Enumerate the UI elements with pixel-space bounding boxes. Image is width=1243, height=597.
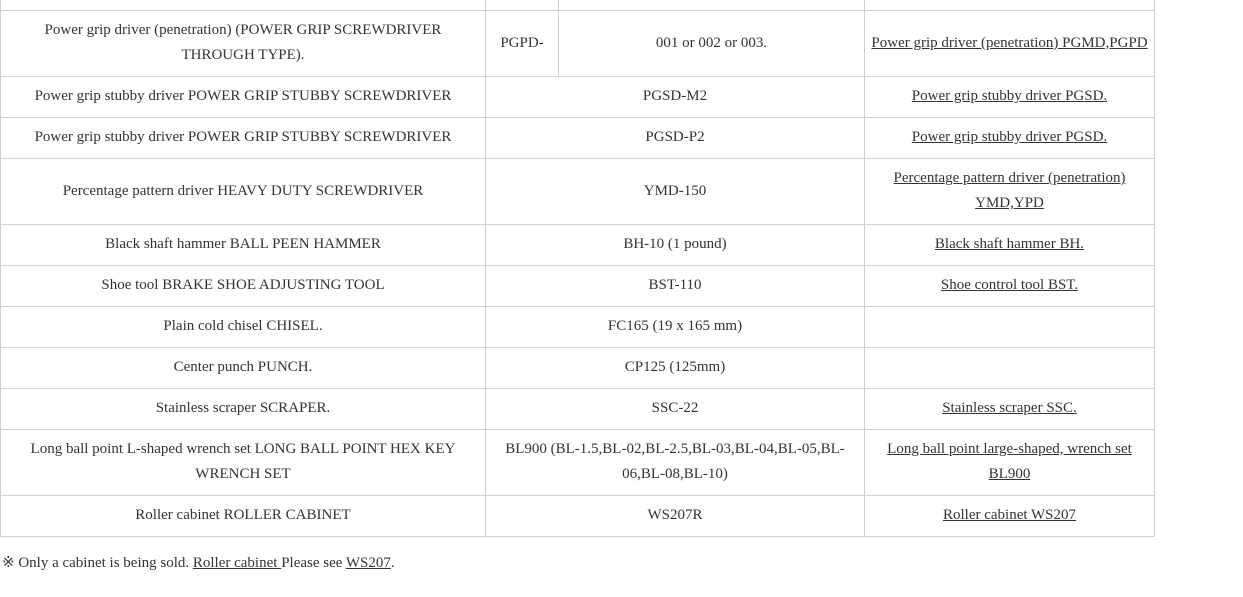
table-row (1, 76, 1155, 117)
table-cell (1, 0, 486, 10)
product-code: PGSD-P2 (486, 117, 865, 158)
product-name: Center punch PUNCH. (1, 347, 486, 388)
product-code-prefix: PGPD- (486, 10, 559, 76)
footnote-suffix: . (390, 555, 395, 571)
table-row (1, 117, 1155, 158)
product-link[interactable]: Power grip stubby driver PGSD. (911, 129, 1108, 145)
product-name: Long ball point L-shaped wrench set LONG BALL POINT HEX KEY WRENCH SET (1, 429, 486, 495)
product-link[interactable]: Long ball point large-shaped, wrench set BL900 (887, 441, 1132, 482)
product-link-cell (865, 224, 1155, 265)
table-row (1, 224, 1155, 265)
table-row (1, 306, 1155, 347)
product-code: 001 or 002 or 003. (559, 10, 865, 76)
table-row (1, 158, 1155, 224)
product-link-cell (865, 306, 1155, 347)
roller-cabinet-link[interactable]: Roller cabinet (192, 555, 282, 571)
product-name: Power grip stubby driver POWER GRIP STUBBY SCREWDRIVER (1, 76, 486, 117)
product-link-cell (865, 117, 1155, 158)
product-code: CP125 (125mm) (486, 347, 865, 388)
product-link-cell (865, 265, 1155, 306)
product-name: Power grip stubby driver POWER GRIP STUBBY SCREWDRIVER (1, 117, 486, 158)
product-name: Black shaft hammer BALL PEEN HAMMER (1, 224, 486, 265)
product-link-cell (865, 495, 1155, 536)
product-link[interactable]: Shoe control tool BST. (940, 277, 1079, 293)
product-link-cell (865, 10, 1155, 76)
product-link-cell (865, 158, 1155, 224)
product-code: WS207R (486, 495, 865, 536)
table-row (1, 388, 1155, 429)
table-row (1, 347, 1155, 388)
product-name: Power grip driver (penetration) (POWER GRIP SCREWDRIVER THROUGH TYPE). (1, 10, 486, 76)
product-name: Roller cabinet ROLLER CABINET (1, 495, 486, 536)
table-row (1, 265, 1155, 306)
table-cell (865, 0, 1155, 10)
product-code: BST-110 (486, 265, 865, 306)
product-link[interactable]: Power grip stubby driver PGSD. (911, 88, 1108, 104)
table-row (1, 10, 1155, 76)
product-code: YMD-150 (486, 158, 865, 224)
product-link-cell (865, 429, 1155, 495)
product-link[interactable]: Black shaft hammer BH. (934, 236, 1085, 252)
table-row (1, 495, 1155, 536)
product-link-cell (865, 388, 1155, 429)
product-code: FC165 (19 x 165 mm) (486, 306, 865, 347)
product-name: Stainless scraper SCRAPER. (1, 388, 486, 429)
product-link[interactable]: Power grip driver (penetration) PGMD,PGPD (871, 34, 1148, 51)
product-name: Shoe tool BRAKE SHOE ADJUSTING TOOL (1, 265, 486, 306)
ws207-link[interactable]: WS207 (345, 555, 391, 571)
product-link[interactable]: Stainless scraper SSC. (942, 400, 1077, 416)
product-link[interactable]: Roller cabinet WS207 (942, 507, 1077, 523)
table-cell (486, 0, 559, 10)
product-code: BL900 (BL-1.5,BL-02,BL-2.5,BL-03,BL-04,BL-05,BL-06,BL-08,BL-10) (486, 429, 865, 495)
table-cell (559, 0, 865, 10)
product-name: Plain cold chisel CHISEL. (1, 306, 486, 347)
product-code: PGSD-M2 (486, 76, 865, 117)
product-link-cell (865, 347, 1155, 388)
footnote-prefix: ※ Only a cabinet is being sold. (2, 555, 193, 571)
product-link[interactable]: Percentage pattern driver (penetration) YMD,YPD (893, 170, 1126, 211)
product-link-cell (865, 76, 1155, 117)
product-code: SSC-22 (486, 388, 865, 429)
product-code: BH-10 (1 pound) (486, 224, 865, 265)
footnote-middle: Please see (281, 555, 346, 571)
product-name: Percentage pattern driver HEAVY DUTY SCREWDRIVER (1, 158, 486, 224)
table-row (1, 429, 1155, 495)
table-row-partial (1, 0, 1155, 10)
footnote (2, 551, 395, 576)
